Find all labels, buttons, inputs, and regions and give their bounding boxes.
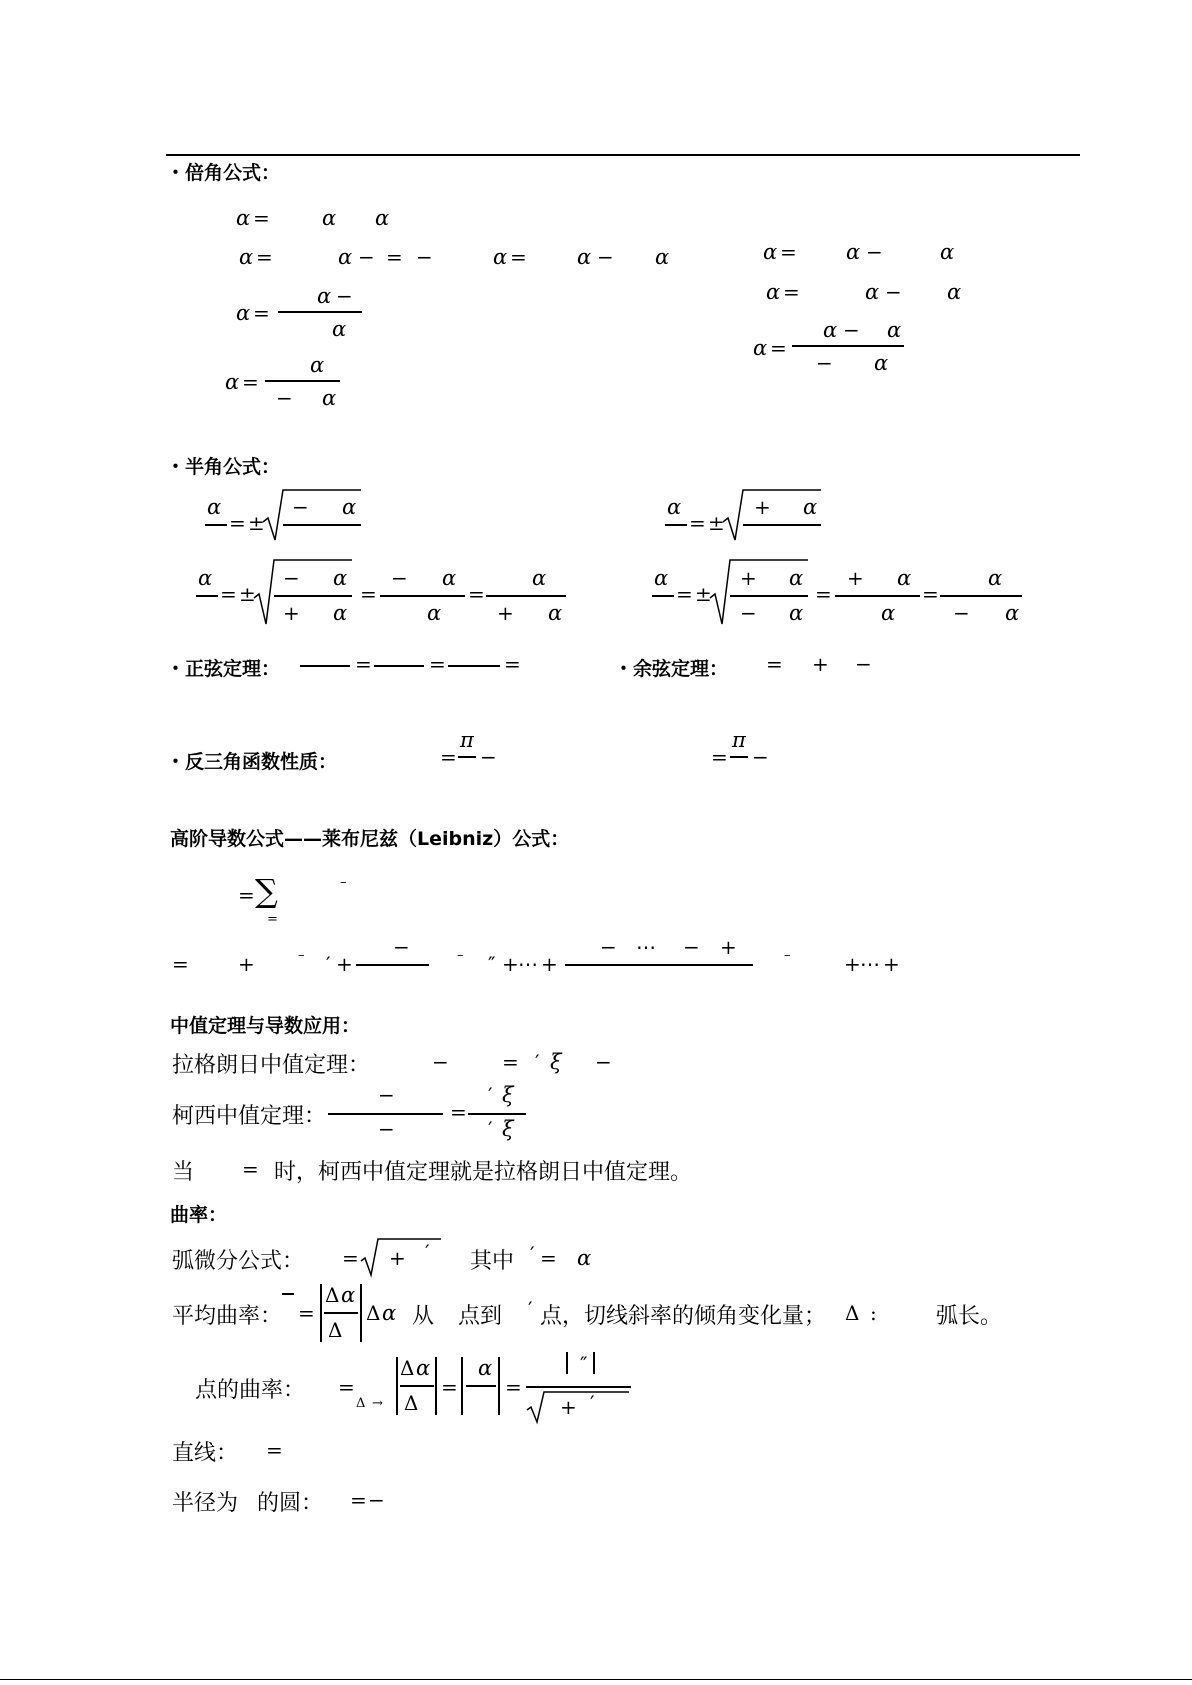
heading-mean-value: 中值定理与导数应用： xyxy=(170,1015,361,1037)
heading-curvature: 曲率： xyxy=(170,1204,228,1226)
heading-double-angle: ・倍角公式： xyxy=(166,162,281,184)
lagrange-label: 拉格朗日中值定理： xyxy=(172,1053,371,1078)
heading-half-angle: ・半角公式： xyxy=(166,456,281,478)
footer-rule xyxy=(0,1679,1192,1680)
document-page: ・倍角公式： α = α α α = α − = − α = α − α α = α − α α = α − α α = α − α α = α − α α = α − α − α ・半角公式： α = ± − α α = ± + α α = ± − α + α = − α α = α + α α = ± + α − α = + α α = α − α ・正弦定理： = = = ・余弦定理： = + − ・反三角函数性质： = π − = π − 高阶导数公式——莱布尼兹（Leibniz）公式： = ∑ = – = + – ′ + − – ″ + ⋯ + − ⋯ − + – + ⋯ + 中值定理与导数应用： 拉格朗日中值定理： − = ′ ξ − 柯西中值定理： − − = ′ ξ ′ ξ 当 = 时，柯西中值定理就是拉格朗日中值定理。 曲率： 弧微分公式： = + ′ 其中 ′ = α 平均曲率： = Δ α Δ Δ α 从 点到 ′ 点，切线斜率的倾角变化量； Δ : 弧长。 点的曲率： = Δ → Δ α Δ = α = ″ + ′ 直线： = 半径为 的圆： = − xyxy=(0,0,1192,1685)
heading-inverse-trig: ・反三角函数性质： xyxy=(166,751,338,773)
header-rule xyxy=(166,154,1080,156)
heading-sine-theorem: ・正弦定理： xyxy=(166,658,281,680)
cauchy-label: 柯西中值定理： xyxy=(172,1104,327,1129)
heading-leibniz: 高阶导数公式——莱布尼兹（Leibniz）公式： xyxy=(170,828,570,850)
heading-cosine-theorem: ・余弦定理： xyxy=(614,658,729,680)
